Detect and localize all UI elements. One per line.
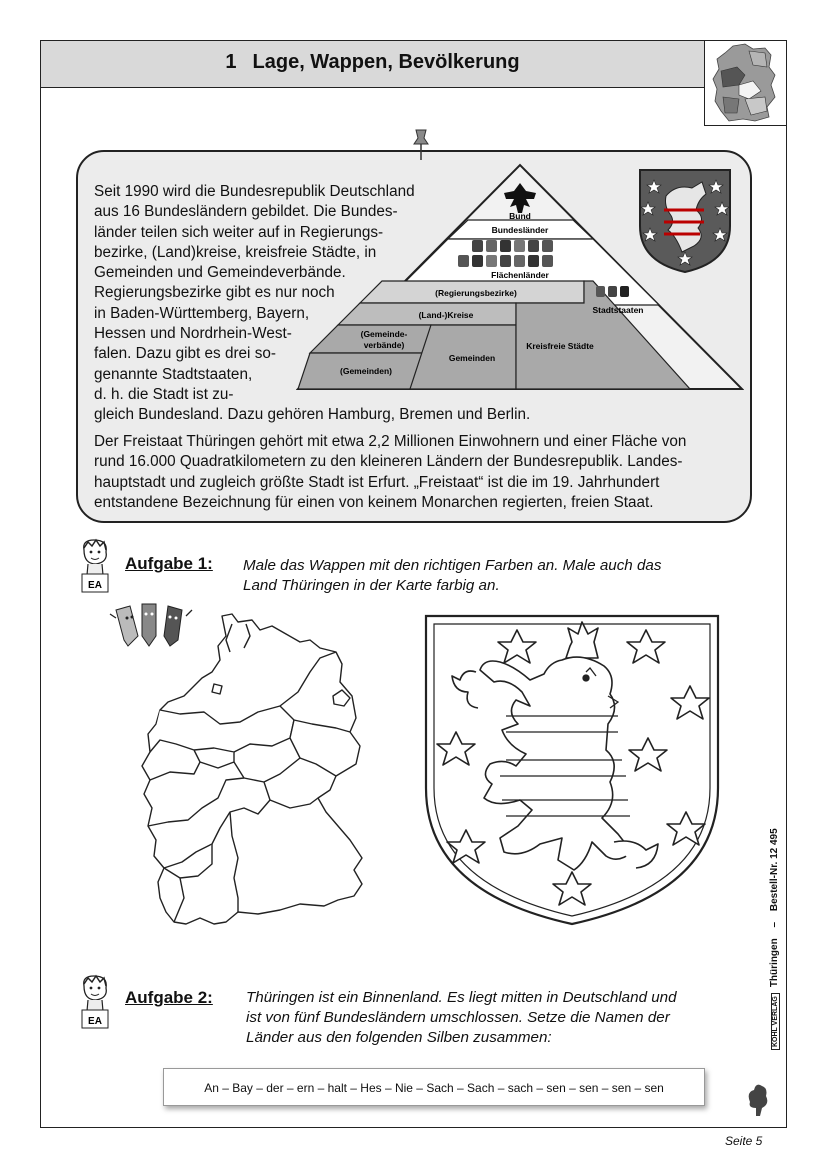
- sidebar-separator: –: [769, 921, 780, 928]
- intro-text: [94, 182, 530, 426]
- para-line: rund 16.000 Quadratkilometern zu den kleineren Ländern der Bundesrepublik. Landes-: [94, 453, 683, 471]
- task1-text: [243, 556, 661, 596]
- intro-line: Hessen und Nordrhein-West-: [94, 325, 292, 343]
- intro-line: länder teilen sich weiter auf in Regierungs-: [94, 223, 384, 241]
- intro-line: d. h. die Stadt ist zu-: [94, 385, 234, 403]
- thuringia-paragraph: [94, 432, 740, 513]
- thuringia-coat-of-arms: [422, 612, 722, 928]
- sidebar-text: [769, 828, 780, 1050]
- ea-badge: EA: [88, 1016, 102, 1027]
- pushpin-icon: [410, 128, 432, 162]
- chapter-title-text: Lage, Wappen, Bevölkerung: [252, 51, 520, 73]
- chapter-title: [41, 51, 704, 74]
- publisher-logo-icon: [744, 1030, 770, 1120]
- task2-label: Aufgabe 2:: [125, 988, 213, 1007]
- intro-line: bezirke, (Land)kreise, kreisfreie Städte, in: [94, 243, 377, 261]
- pyr-bundeslaender: Bundesländer: [491, 225, 549, 235]
- task2-text: [246, 988, 677, 1048]
- intro-line: in Baden-Württemberg, Bayern,: [94, 304, 310, 322]
- task2-line: Thüringen ist ein Binnenland. Es liegt mitten in Deutschland und: [246, 989, 677, 1006]
- para-line: Der Freistaat Thüringen gehört mit etwa 2,2 Millionen Einwohnern und einer Fläche von: [94, 433, 687, 450]
- chapter-number: 1: [225, 51, 237, 73]
- intro-line: Seit 1990 wird die Bundesrepublik Deutschland: [94, 183, 415, 200]
- sidebar-order-no: Bestell-Nr. 12 495: [769, 828, 780, 912]
- syllable-box: An – Bay – der – ern – halt – Hes – Nie – Sach – Sach – sach – sen – sen – sen – sen: [163, 1068, 705, 1106]
- task2-line: ist von fünf Bundesländern umschlossen. Setze die Namen der: [246, 1009, 670, 1026]
- pyr-regierungsbezirke: (Regierungsbezirke): [435, 288, 517, 298]
- pyr-gemeindeverbaende-1: (Gemeinde-: [360, 329, 408, 339]
- locator-map: [704, 40, 787, 126]
- thuringia-coat-small-icon: [636, 166, 734, 274]
- pyr-bund: Bund: [509, 211, 531, 221]
- pyr-gemeinden-paren: (Gemeinden): [340, 366, 392, 376]
- germany-locator-map-icon: [705, 41, 785, 124]
- pyr-gemeinden: Gemeinden: [448, 353, 496, 363]
- page-number: Seite 5: [725, 1134, 763, 1148]
- intro-line: gleich Bundesland. Dazu gehören Hamburg, Bremen und Berlin.: [94, 406, 531, 424]
- boy-character-icon: [78, 974, 112, 1030]
- task1-label: Aufgabe 1:: [125, 554, 213, 573]
- intro-line: Regierungsbezirke gibt es nur noch: [94, 284, 335, 302]
- pyr-flaechenlaender: Flächenländer: [491, 270, 549, 280]
- intro-line: aus 16 Bundesländern gebildet. Die Bundes-: [94, 203, 398, 221]
- sidebar-book: Thüringen: [769, 938, 780, 988]
- pyr-gemeindeverbaende-2: verbände): [363, 340, 405, 350]
- chapter-header: [40, 40, 705, 88]
- pyr-landkreise: (Land-)Kreise: [418, 310, 474, 320]
- ea-badge: EA: [88, 580, 102, 591]
- boy-character-icon: [78, 538, 112, 594]
- intro-line: genannte Stadtstaaten,: [94, 365, 253, 383]
- pyr-kreisfreie-staedte: Kreisfreie Städte: [526, 341, 594, 351]
- para-line: entstandene Bezeichnung für einen von keinem Monarchen regierten, freien Staat.: [94, 493, 654, 511]
- task1-line: Land Thüringen in der Karte farbig an.: [243, 577, 500, 594]
- germany-outline-map: [140, 612, 368, 930]
- intro-line: Gemeinden und Gemeindeverbände.: [94, 264, 346, 282]
- para-line: hauptstadt und zugleich größte Stadt ist Erfurt. „Freistaat“ ist die im 19. Jahrhundert: [94, 473, 660, 491]
- intro-line: falen. Dazu gibt es drei so-: [94, 345, 276, 363]
- pyr-stadtstaaten: Stadtstaaten: [592, 305, 644, 315]
- task2-line: Länder aus den folgenden Silben zusammen:: [246, 1029, 552, 1046]
- sidebar-publisher: KOHL VERLAG: [771, 993, 780, 1050]
- task1-line: Male das Wappen mit den richtigen Farben an. Male auch das: [243, 557, 662, 574]
